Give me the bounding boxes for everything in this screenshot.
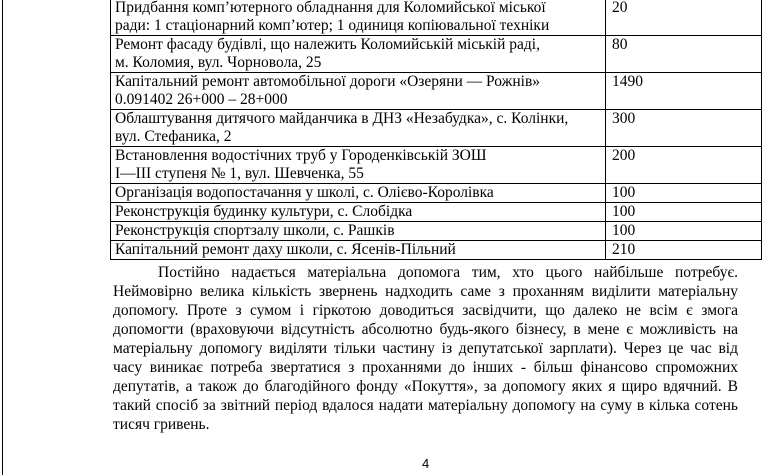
description-line: ради: 1 стаціонарний комп’ютер; 1 одиниця копіювальної техніки (115, 17, 550, 34)
table-row (111, 203, 762, 222)
table-row (111, 110, 762, 147)
description-line: Облаштування дитячого майданчика в ДНЗ «Незабудка», с. Колінки, (115, 110, 569, 127)
project-description (111, 147, 606, 184)
margin-rule (2, 0, 3, 475)
description-line: І—ІІІ ступеня № 1, вул. Шевченка, 55 (115, 165, 364, 182)
project-description (111, 222, 606, 241)
description-line: Встановлення водостічних труб у Городенківській ЗОШ (115, 147, 487, 164)
project-amount: 200 (606, 147, 762, 184)
table-row (111, 147, 762, 184)
project-amount: 210 (606, 241, 762, 260)
project-amount: 100 (606, 222, 762, 241)
table-row (111, 73, 762, 110)
project-amount: 100 (606, 203, 762, 222)
description-line: Організація водопостачання у школі, с. Олієво-Королівка (115, 184, 494, 201)
project-amount: 1490 (606, 73, 762, 110)
description-line: 0.091402 26+000 – 28+000 (115, 91, 288, 108)
projects-table (110, 0, 762, 260)
description-line: м. Коломия, вул. Чорновола, 25 (115, 54, 322, 71)
project-description (111, 110, 606, 147)
description-line: Капітальний ремонт автомобільної дороги «Озеряни — Рожнів» (115, 73, 541, 90)
project-amount: 20 (606, 0, 762, 36)
table-row (111, 0, 762, 36)
report-paragraph: Постійно надається матеріальна допомога тим, хто цього найбільше потребує. Неймовірно велика кількість звернень надходить саме з проханням виділити матеріальну допомогу. Проте з сумом і гіркотою доводиться засвідчити, що далеко не всім є змога допомогти (враховуючи відсутність абсолютно будь-якого бізнесу, в мене є можливість на матеріальну допомогу виділяти тільки частину із депутатської зарплати). Через це час від часу виникає потреба звертатися з проханнями до інших - більш фінансово спроможних депутатів, а також до благодійного фонду «Покуття», за допомогу яких я щиро вдячний. В такий спосіб за звітний період вдалося надати матеріальну допомогу на суму в кілька сотень тисяч гривень. (113, 264, 738, 433)
description-line: Реконструкція будинку культури, с. Слобідка (115, 203, 413, 220)
project-description (111, 73, 606, 110)
description-line: Капітальний ремонт даху школи, с. Ясенів-Пільний (115, 241, 456, 258)
project-description (111, 241, 606, 260)
page-number: 4 (422, 456, 430, 471)
project-amount: 80 (606, 36, 762, 73)
table-row (111, 36, 762, 73)
project-amount: 100 (606, 184, 762, 203)
project-description (111, 184, 606, 203)
project-amount: 300 (606, 110, 762, 147)
project-description (111, 0, 606, 36)
table-row (111, 222, 762, 241)
description-line: Придбання комп’ютерного обладнання для Коломийської міської (115, 0, 546, 16)
description-line: Ремонт фасаду будівлі, що належить Коломийській міській раді, (115, 36, 540, 53)
description-line: вул. Стефаника, 2 (115, 128, 232, 145)
table-row (111, 241, 762, 260)
project-description (111, 203, 606, 222)
description-line: Реконструкція спортзалу школи, с. Рашків (115, 222, 395, 239)
project-description (111, 36, 606, 73)
table-row (111, 184, 762, 203)
